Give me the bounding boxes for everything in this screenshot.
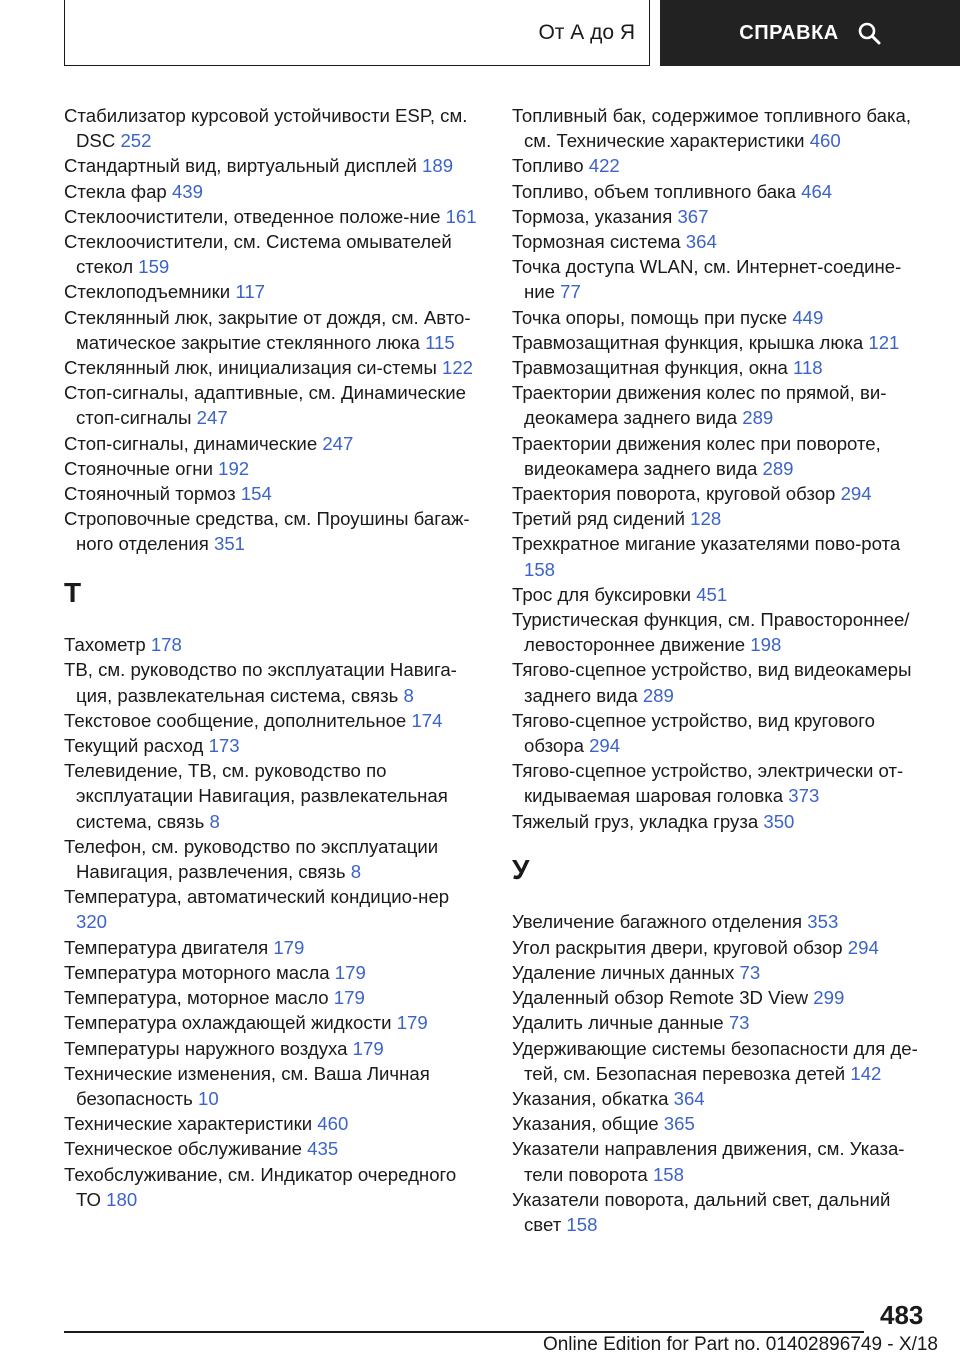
index-entry-text: Трос для буксировки	[512, 583, 692, 605]
index-entry	[64, 103, 484, 153]
page-link[interactable]: 460	[317, 1113, 349, 1135]
page-link[interactable]: 451	[696, 583, 728, 605]
index-entry-text: Текущий расход	[64, 735, 204, 757]
index-entry	[512, 1187, 932, 1237]
index-entry	[64, 229, 484, 279]
index-entry	[512, 506, 932, 531]
index-entry	[64, 1010, 484, 1035]
page-link[interactable]: 364	[685, 231, 717, 253]
page-link[interactable]: 198	[750, 634, 782, 656]
page-link[interactable]: 350	[763, 810, 795, 832]
page-link[interactable]: 464	[801, 180, 833, 202]
page-link[interactable]: 117	[235, 281, 266, 303]
index-entry-text: Указания, общие	[512, 1113, 659, 1135]
index-entry-text: Тягово-сцепное устройство, вид видеокамеры заднего вида	[512, 659, 912, 706]
index-entry	[64, 758, 484, 834]
index-entry-text: Туристическая функция, см. Правостороннее/ левостороннее движение	[512, 609, 910, 656]
page-link[interactable]: 294	[840, 483, 872, 505]
page-link[interactable]: 422	[588, 155, 620, 177]
page-link[interactable]: 189	[422, 155, 454, 177]
page-link[interactable]: 435	[307, 1138, 339, 1160]
index-entry	[64, 960, 484, 985]
index-column-right	[512, 103, 932, 1237]
index-entry	[512, 582, 932, 607]
page-link[interactable]: 299	[813, 987, 845, 1009]
page-link[interactable]: 8	[403, 684, 414, 706]
index-entry	[512, 758, 932, 808]
index-entry	[512, 1010, 932, 1035]
index-entry-text: Удаление личных данных	[512, 961, 735, 983]
index-entry-text: Точка доступа WLAN, см. Интернет-соедине-ние	[512, 256, 902, 303]
index-entry	[512, 355, 932, 380]
page-number: 483	[880, 1300, 924, 1330]
index-entry	[512, 330, 932, 355]
index-entry	[64, 204, 484, 229]
page-link[interactable]: 128	[690, 508, 722, 530]
index-entry-text: Температура, моторное масло	[64, 987, 329, 1009]
page-link[interactable]: 179	[334, 961, 366, 983]
index-entry	[512, 153, 932, 178]
footer-divider	[64, 1331, 864, 1333]
index-entry-text: Стеклоподъемники	[64, 281, 231, 303]
index-entry-text: Тормозная система	[512, 231, 681, 253]
index-entry	[512, 179, 932, 204]
page-link[interactable]: 73	[728, 1012, 750, 1034]
page-link[interactable]: 289	[642, 684, 674, 706]
page-link[interactable]: 158	[524, 558, 556, 580]
index-entry	[64, 431, 484, 456]
index-entry-text: Топливо, объем топливного бака	[512, 180, 796, 202]
page-link[interactable]: 449	[792, 306, 824, 328]
index-entry	[512, 1136, 932, 1186]
page-link[interactable]: 173	[208, 735, 240, 757]
index-entry-text: Указатели направления движения, см. Указа-тели поворота	[512, 1138, 905, 1185]
index-entry-text: Третий ряд сидений	[512, 508, 685, 530]
index-entry	[64, 657, 484, 707]
page-link[interactable]: 179	[396, 1012, 428, 1034]
index-entry-text: Трехкратное мигание указателями пово-рота	[512, 533, 901, 555]
index-entry-text: Стеклянный люк, закрытие от дождя, см. Авто-матическое закрытие стеклянного люка	[64, 306, 471, 353]
page-link[interactable]: 142	[850, 1062, 882, 1084]
page-link[interactable]: 247	[196, 407, 228, 429]
page-link[interactable]: 158	[566, 1213, 598, 1235]
page-link[interactable]: 351	[213, 533, 246, 555]
index-entry	[64, 1111, 484, 1136]
page-link[interactable]: 365	[663, 1113, 695, 1135]
index-entry-text: Топливо	[512, 155, 584, 177]
index-entry	[512, 531, 932, 581]
index-entry	[512, 380, 932, 430]
index-entry	[64, 1061, 484, 1111]
index-entry-text: Точка опоры, помощь при пуске	[512, 306, 788, 328]
index-entry	[512, 909, 932, 934]
page-link[interactable]: 161	[445, 205, 477, 227]
page-link[interactable]: 294	[847, 936, 879, 958]
index-entry	[512, 254, 932, 304]
index-entry	[512, 607, 932, 657]
page-link[interactable]: 159	[138, 256, 170, 278]
page-link[interactable]: 353	[807, 911, 839, 933]
index-entry	[512, 204, 932, 229]
index-entry	[64, 305, 484, 355]
page-link[interactable]: 122	[441, 357, 474, 379]
index-entry-text: Стандартный вид, виртуальный дисплей	[64, 155, 417, 177]
index-entry	[64, 456, 484, 481]
index-entry-text: Температура охлаждающей жидкости	[64, 1012, 392, 1034]
index-entry	[64, 153, 484, 178]
index-entry-text: Текстовое сообщение, дополнительное	[64, 709, 407, 731]
index-entry	[64, 1136, 484, 1161]
index-entry	[64, 834, 484, 884]
index-entry-text: Удалить личные данные	[512, 1012, 724, 1034]
index-entry-text: Удаленный обзор Remote 3D View	[512, 987, 809, 1009]
index-entry	[512, 657, 932, 707]
page-link[interactable]: 373	[788, 785, 820, 807]
index-entry-text: Температура, автоматический кондицио-нер	[64, 886, 450, 908]
index-entry	[64, 380, 484, 430]
page-link[interactable]: 192	[218, 457, 250, 479]
index-entry-text: Указатели поворота, дальний свет, дальний свет	[512, 1188, 891, 1235]
page-link[interactable]: 364	[673, 1087, 705, 1109]
index-entry-text: Топливный бак, содержимое топливного бака, см. Технические характеристики	[512, 105, 912, 152]
search-icon	[857, 21, 881, 45]
page-link[interactable]: 158	[652, 1163, 684, 1185]
index-entry	[512, 985, 932, 1010]
index-entry-text: Телевидение, ТВ, см. руководство по эксплуатации Навигация, развлекательная система, связь	[64, 760, 448, 832]
index-entry	[64, 733, 484, 758]
index-entry	[512, 305, 932, 330]
page-link[interactable]: 367	[677, 205, 709, 227]
index-entry	[512, 229, 932, 254]
index-entry-text: Стоп-сигналы, адаптивные, см. Динамические стоп-сигналы	[64, 382, 466, 429]
page-link[interactable]: 8	[209, 810, 220, 832]
edition-note: Online Edition for Part no. 01402896749 - X/18	[542, 1334, 938, 1355]
index-entry	[64, 632, 484, 657]
index-entry-text: Технические изменения, см. Ваша Личная безопасность	[64, 1062, 430, 1109]
page-link[interactable]: 118	[792, 357, 823, 379]
index-entry-text: Температура двигателя	[64, 936, 269, 958]
page-link[interactable]: 320	[76, 911, 108, 933]
index-entry-text: ТВ, см. руководство по эксплуатации Навига-ция, развлекательная система, связь	[64, 659, 457, 706]
index-entry	[64, 985, 484, 1010]
index-entry-text: Стояночные огни	[64, 457, 213, 479]
tab-help-label: СПРАВКА	[739, 21, 839, 44]
index-entry-text: Стеклоочистители, отведенное положе-ние	[64, 205, 441, 227]
index-entry-text: Указания, обкатка	[512, 1087, 669, 1109]
index-entry-text: Тахометр	[64, 634, 146, 656]
index-entry-text: Тягово-сцепное устройство, электрически от-кидываемая шаровая головка	[512, 760, 904, 807]
index-entry	[512, 960, 932, 985]
section-letter: Т	[64, 576, 82, 608]
index-entry	[64, 884, 484, 934]
page-link[interactable]: 289	[742, 407, 774, 429]
page-header	[0, 0, 960, 66]
tab-a-to-z-label: От А до Я	[538, 20, 635, 44]
index-entry-text: Стабилизатор курсовой устойчивости ESP, см. DSC	[64, 105, 468, 152]
index-entry-text: Технические характеристики	[64, 1113, 313, 1135]
page-link[interactable]: 180	[106, 1188, 138, 1210]
index-entry-text: Стекла фар	[64, 180, 167, 202]
index-entry	[512, 103, 932, 153]
page-link[interactable]: 439	[171, 180, 203, 202]
index-entry-text: Удерживающие системы безопасности для де-тей, см. Безопасная перевозка детей	[512, 1037, 918, 1084]
page-link[interactable]: 247	[322, 432, 354, 454]
tab-help[interactable]	[660, 0, 960, 66]
page-link[interactable]: 179	[333, 987, 365, 1009]
index-entry-text: Увеличение багажного отделения	[512, 911, 803, 933]
page-link[interactable]: 179	[273, 936, 305, 958]
page-link[interactable]: 294	[589, 735, 621, 757]
index-entry-text: Техобслуживание, см. Индикатор очередного ТО	[64, 1163, 457, 1210]
index-entry	[512, 1111, 932, 1136]
index-entry-text: Техническое обслуживание	[64, 1138, 302, 1160]
index-entry	[64, 179, 484, 204]
index-entry	[64, 1162, 484, 1212]
index-entry	[512, 708, 932, 758]
page-link[interactable]: 10	[198, 1087, 219, 1109]
page-link[interactable]: 174	[411, 709, 443, 731]
page-link[interactable]: 289	[762, 457, 794, 479]
index-entry-text: Траектории движения колес по прямой, ви-деокамера заднего вида	[512, 382, 887, 429]
index-entry	[512, 1086, 932, 1111]
page-link[interactable]: 115	[425, 331, 455, 353]
page-link[interactable]: 252	[120, 130, 152, 152]
index-entry	[64, 708, 484, 733]
page-link[interactable]: 121	[868, 331, 900, 353]
page-link[interactable]: 154	[240, 483, 272, 505]
section-letter: У	[512, 853, 530, 885]
index-entry	[512, 935, 932, 960]
index-entry	[512, 431, 932, 481]
index-entry	[512, 809, 932, 834]
index-column-left	[64, 103, 484, 1212]
page-link[interactable]: 8	[350, 861, 362, 883]
index-entry	[512, 481, 932, 506]
index-entry-text: Угол раскрытия двери, круговой обзор	[512, 936, 843, 958]
index-entry-text: Стояночный тормоз	[64, 483, 236, 505]
page-link[interactable]: 460	[809, 130, 841, 152]
index-entry-text: Траектории движения колес при повороте, видеокамера заднего вида	[512, 432, 881, 479]
index-entry-text: Тягово-сцепное устройство, вид кругового обзора	[512, 709, 875, 757]
index-entry-text: Стоп-сигналы, динамические	[64, 432, 318, 454]
index-entry-text: Стеклянный люк, инициализация си-стемы	[64, 357, 437, 379]
tab-a-to-z[interactable]	[64, 0, 650, 66]
index-entry	[64, 279, 484, 304]
page-link[interactable]: 179	[352, 1037, 384, 1059]
index-entry	[64, 506, 484, 556]
index-entry-text: Температура моторного масла	[64, 961, 330, 983]
index-entry-text: Траектория поворота, круговой обзор	[512, 483, 836, 505]
index-entry-text: Тяжелый груз, укладка груза	[512, 810, 759, 832]
index-entry-text: Тормоза, указания	[512, 205, 673, 227]
index-entry-text: Травмозащитная функция, окна	[512, 357, 788, 379]
index-entry-text: Стеклоочистители, см. Система омывателей стекол	[64, 231, 452, 278]
index-entry-text: Телефон, см. руководство по эксплуатации Навигация, развлечения, связь	[64, 835, 439, 883]
page-link[interactable]: 178	[150, 634, 182, 656]
index-entry	[64, 935, 484, 960]
index-entry	[64, 481, 484, 506]
index-entry	[64, 355, 484, 380]
index-entry-text: Травмозащитная функция, крышка люка	[512, 331, 864, 353]
page-link[interactable]: 77	[560, 281, 581, 303]
index-entry	[512, 1036, 932, 1086]
index-entry-text: Строповочные средства, см. Проушины багаж-ного отделения	[64, 508, 470, 555]
index-entry	[64, 1036, 484, 1061]
index-entry-text: Температуры наружного воздуха	[64, 1037, 348, 1059]
page-link[interactable]: 73	[739, 961, 761, 983]
